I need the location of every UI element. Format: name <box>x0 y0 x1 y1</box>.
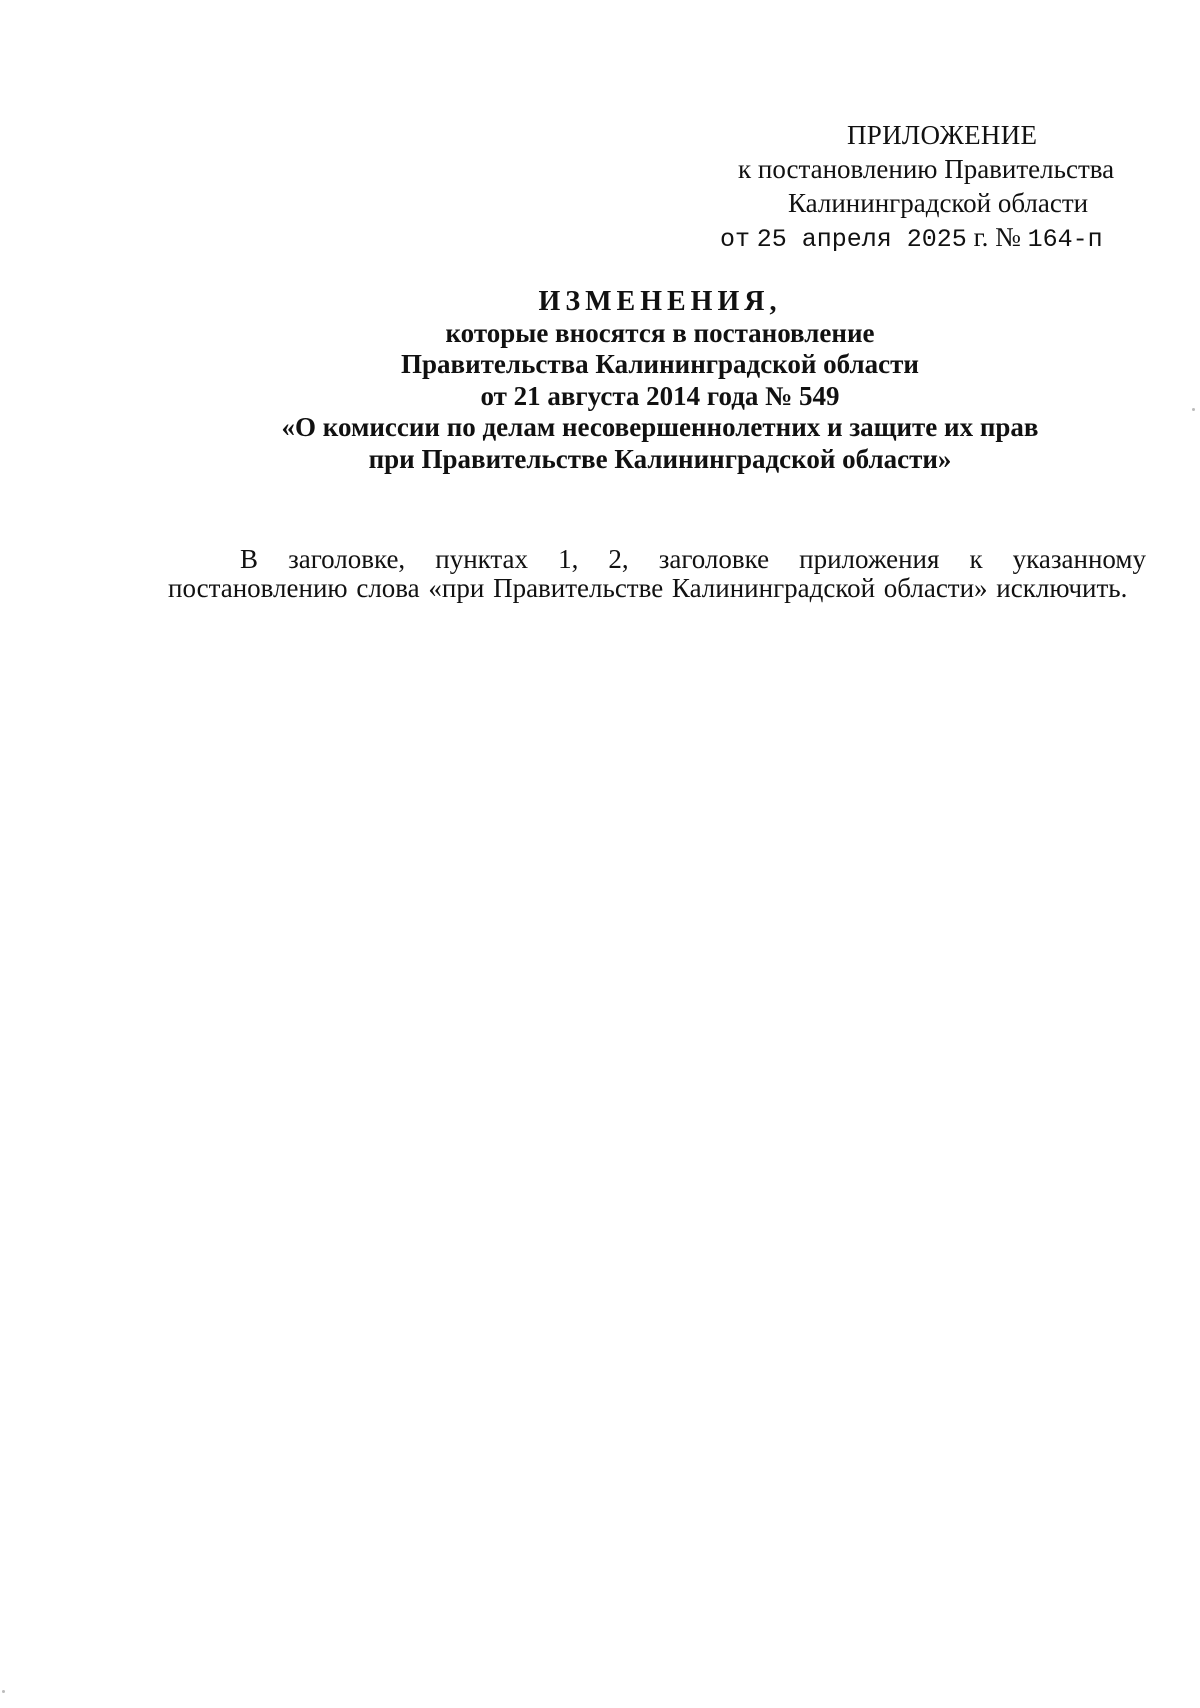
body-paragraph: В заголовке, пунктах 1, 2, заголовке приложения к указанному постановлению слова «при Правительстве Калининградской области» исключить. <box>168 544 1146 603</box>
heading-line-2: Правительства Калининградской области <box>401 349 919 379</box>
appendix-line-2: Калининградской области <box>788 188 1089 218</box>
heading-line-4: «О комиссии по делам несовершеннолетних и защите их прав <box>281 412 1039 442</box>
document-number: 164-п <box>1027 225 1103 254</box>
date-value: 25 апреля 2025 <box>756 225 967 254</box>
heading-line-5: при Правительстве Калининградской области» <box>368 443 952 474</box>
date-mid: г. № <box>973 222 1021 252</box>
appendix-line-1: к постановлению Правительства <box>738 154 1115 184</box>
scan-speck <box>2 1690 5 1693</box>
heading-main: ИЗМЕНЕНИЯ, <box>538 286 782 317</box>
date-prefix: от <box>720 225 751 254</box>
heading-line-1: которые вносятся в постановление <box>445 317 875 348</box>
appendix-date-line <box>700 220 1160 257</box>
appendix-header <box>700 118 1160 257</box>
scan-speck <box>1192 408 1195 411</box>
heading-line-3: от 21 августа 2014 года № 549 <box>480 380 840 411</box>
appendix-title: ПРИЛОЖЕНИЕ <box>847 120 1038 150</box>
document-heading <box>140 286 1180 475</box>
